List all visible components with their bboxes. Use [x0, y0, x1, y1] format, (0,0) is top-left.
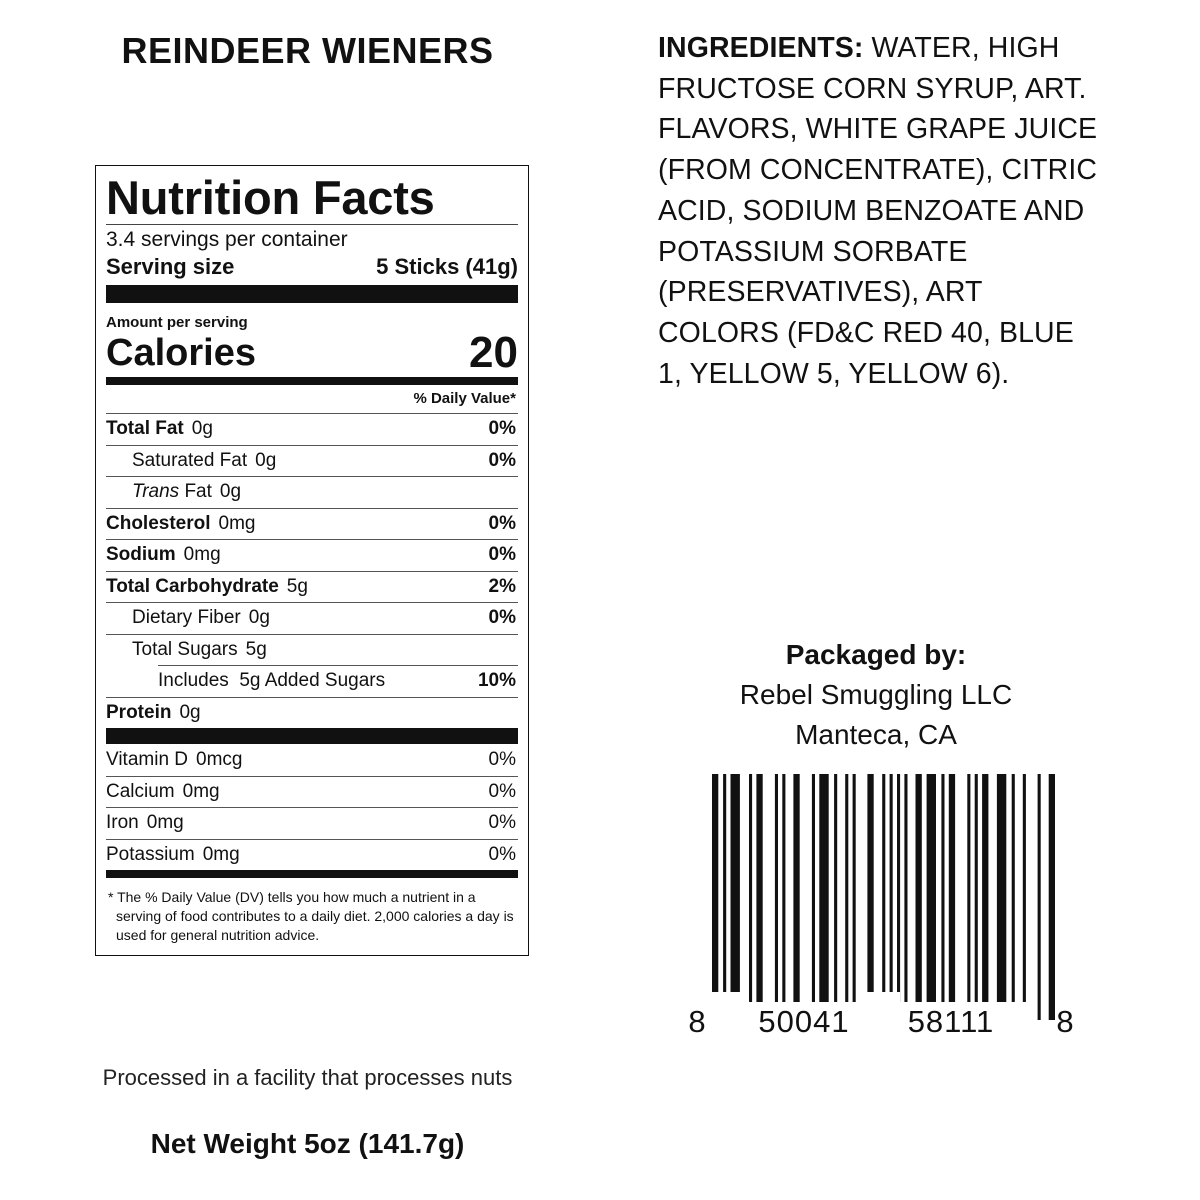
nutrient-dv: 0%: [488, 512, 516, 534]
serving-size-row: [106, 253, 518, 281]
packager-location: Manteca, CA: [795, 719, 957, 750]
nutrient-amount: 0g: [179, 701, 201, 723]
nutrient-amount: 0g: [219, 481, 242, 503]
barcode-bar: [1012, 774, 1015, 1002]
packager-block: [700, 635, 1052, 755]
nutrient-row-dietary-fiber: [106, 602, 518, 634]
micro-amount: 0mg: [202, 843, 240, 865]
barcode-bar: [775, 774, 778, 1002]
nutrient-row-total-sugars: [106, 634, 518, 666]
barcode-bar: [845, 774, 848, 1002]
thick-divider: [106, 285, 518, 303]
barcode-bar: [819, 774, 828, 1002]
nutrient-label: Total Fat: [106, 418, 184, 440]
micro-dv: 0%: [488, 843, 516, 865]
barcode-digit-right: 8: [1056, 1004, 1074, 1039]
nutrient-amount: 0g: [191, 418, 213, 440]
micro-amount: 0mg: [146, 812, 184, 834]
nutrient-label: Saturated Fat: [132, 449, 248, 471]
barcode-bar: [967, 774, 970, 1002]
barcode-bar: [782, 774, 785, 1002]
servings-per-container: 3.4 servings per container: [106, 228, 348, 251]
nutrient-label: Fat: [179, 481, 212, 503]
amount-per-serving: Amount per serving: [106, 314, 248, 331]
barcode-bar: [812, 774, 815, 1002]
product-title: REINDEER WIENERS: [121, 30, 494, 71]
nutrient-row-sodium: [106, 539, 518, 571]
barcode-bar: [927, 774, 936, 1002]
barcode-bar: [897, 774, 900, 1002]
nutrient-row-added-sugars: [158, 665, 518, 697]
thick-divider: [106, 728, 518, 744]
barcode-digit-left: 8: [688, 1004, 706, 1039]
packager-heading: Packaged by:: [785, 639, 967, 670]
barcode-bar: [712, 774, 718, 1020]
micro-row-potassium: [106, 839, 518, 871]
barcode-bar: [867, 774, 873, 1002]
micro-amount: 0mg: [182, 780, 220, 802]
barcode-bar: [982, 774, 988, 1002]
barcode-bar: [793, 774, 799, 1002]
barcode-bar: [949, 774, 955, 1002]
nutrient-amount: 5g: [245, 638, 267, 660]
facility-notice: Processed in a facility that processes nuts: [102, 1065, 513, 1090]
barcode-bar: [756, 774, 762, 1002]
micro-dv: 0%: [488, 748, 516, 770]
nutrient-label-italic: Trans: [132, 481, 180, 503]
packager-company: Rebel Smuggling LLC: [739, 679, 1013, 710]
ingredients-block: [658, 28, 1098, 394]
nutrient-label: Total Sugars: [132, 638, 238, 660]
micro-row-vitamin-d: [106, 744, 518, 776]
nutrient-amount: 0mg: [183, 544, 221, 566]
barcode-bars: [712, 774, 1055, 1020]
daily-value-footnote: [106, 888, 518, 945]
barcode-group-right: 58111: [907, 1004, 995, 1039]
ingredients-text: WATER, HIGH FRUCTOSE CORN SYRUP, ART. FLAVORS, WHITE GRAPE JUICE (FROM CONCENTRATE), CITRIC ACID, SODIUM BENZOATE AND POTASSIUM SORBATE (PRESERVATIVES), ART COLORS (FD&C RED 40, BLUE 1, YELLOW 5, YELLOW 6).: [658, 32, 1098, 390]
nutrient-amount: 0g: [248, 607, 270, 629]
barcode-bar: [904, 774, 907, 1002]
serving-size-value: 5 Sticks (41g): [376, 254, 518, 279]
calories-label: Calories: [106, 332, 256, 374]
barcode-bar: [1038, 774, 1041, 1020]
footnote-text: * The % Daily Value (DV) tells you how much a nutrient in a serving of food contributes to a daily diet. 2,000 calories a day is used for general nutrition advice.: [108, 889, 514, 943]
barcode-bar: [941, 774, 944, 1002]
nutrient-row-total-fat: [106, 413, 518, 445]
barcode-bar: [1023, 774, 1026, 1002]
micro-row-iron: [106, 807, 518, 839]
nutrient-label: Total Carbohydrate: [106, 575, 279, 597]
medium-divider: [106, 377, 518, 385]
nutrient-dv: 2%: [488, 575, 516, 597]
barcode-bar: [1049, 774, 1055, 1020]
barcode-bar: [975, 774, 978, 1002]
nutrient-label: Protein: [106, 701, 172, 723]
nutrient-label: Cholesterol: [106, 512, 211, 534]
micro-dv: 0%: [488, 812, 516, 834]
nutrient-row-trans-fat: [106, 476, 518, 508]
micro-label: Iron: [106, 812, 139, 834]
barcode-bar: [723, 774, 726, 1020]
barcode-bar: [749, 774, 752, 1002]
nutrient-row-saturated-fat: [106, 445, 518, 477]
nutrient-amount: 0g: [255, 449, 277, 471]
barcode-bar: [882, 774, 885, 1020]
micro-amount: 0mcg: [196, 748, 243, 770]
barcode-bar: [731, 774, 740, 1002]
nutrition-facts-panel: [95, 165, 529, 956]
nutrient-amount: 5g: [286, 575, 308, 597]
barcode-bar: [997, 774, 1006, 1002]
medium-divider: [106, 870, 518, 878]
calories-value: 20: [469, 328, 518, 377]
nutrient-dv: 0%: [488, 449, 516, 471]
nutrient-dv: 10%: [477, 670, 516, 692]
micro-dv: 0%: [488, 780, 516, 802]
nutrient-dv: 0%: [488, 418, 516, 440]
daily-value-header: % Daily Value*: [413, 390, 516, 407]
nutrient-row-total-carbohydrate: [106, 571, 518, 603]
nutrient-amount: 0mg: [218, 512, 256, 534]
nutrient-label: Sodium: [106, 544, 176, 566]
nutrient-row-cholesterol: [106, 508, 518, 540]
net-weight: Net Weight 5oz (141.7g): [150, 1128, 465, 1159]
serving-size-label: Serving size: [106, 254, 235, 279]
barcode-bar: [834, 774, 837, 1002]
nutrition-facts-title: Nutrition Facts: [106, 171, 435, 224]
micro-label: Potassium: [106, 843, 195, 865]
barcode-graphic: [680, 774, 1080, 1044]
micro-label: Vitamin D: [106, 748, 189, 770]
nutrient-row-protein: [106, 697, 518, 729]
barcode-group-left: 50041: [758, 1004, 850, 1039]
nutrient-label: Includes 5g Added Sugars: [158, 670, 386, 692]
micro-label: Calcium: [106, 780, 175, 802]
micro-row-calcium: [106, 776, 518, 808]
ingredients-label: INGREDIENTS:: [658, 32, 864, 64]
nutrient-dv: 0%: [488, 544, 516, 566]
calories-row: [106, 328, 518, 377]
barcode-bar: [853, 774, 856, 1002]
barcode-bar: [916, 774, 922, 1002]
barcode-bar: [890, 774, 893, 1002]
nutrient-dv: 0%: [488, 607, 516, 629]
barcode: [680, 774, 1080, 1044]
nutrient-label: Dietary Fiber: [132, 607, 241, 629]
